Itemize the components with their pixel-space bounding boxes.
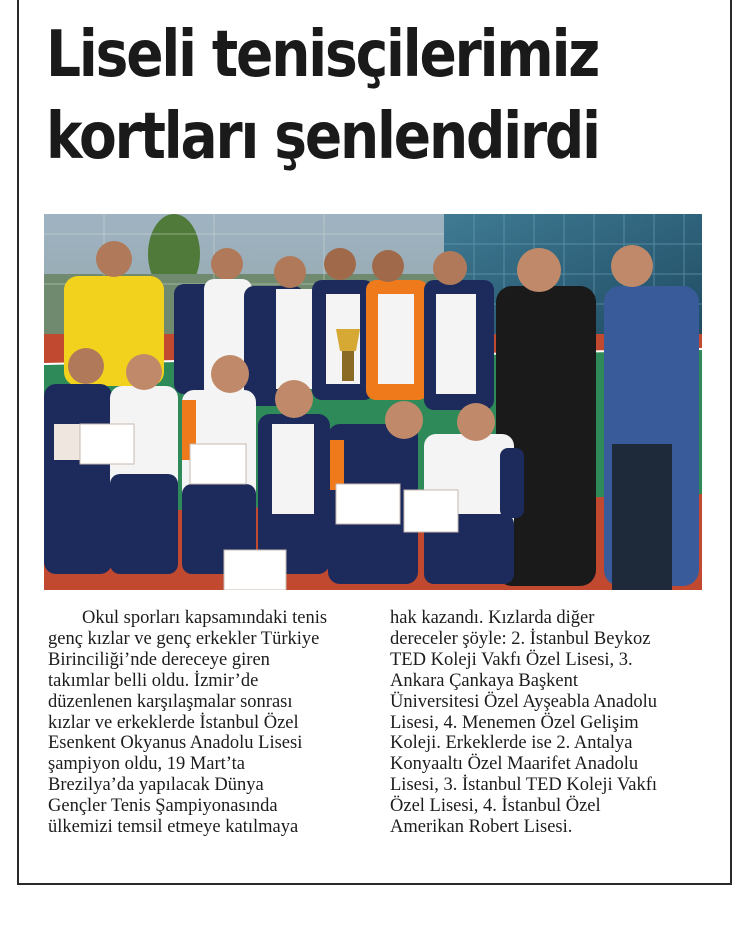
body-line: ülkemizi temsil etmeye katılmaya <box>48 817 299 838</box>
body-line: genç kızlar ve genç erkekler Türkiye <box>48 628 320 649</box>
body-line: Lisesi, 3. İstanbul TED Koleji Vakfı <box>390 775 658 796</box>
body-line: takımlar belli oldu. İzmir’de <box>48 670 259 691</box>
body-line: Ankara Çankaya Başkent <box>390 670 579 691</box>
headline-line-1: Liseli tenisçilerimiz <box>46 18 599 92</box>
body-line: Konyaaltı Özel Maarifet Anadolu <box>390 754 639 775</box>
article-headline <box>46 14 614 178</box>
body-line: düzenlenen karşılaşmalar sonrası <box>48 691 293 712</box>
article-body-left <box>48 608 368 838</box>
body-line: Esenkent Okyanus Anadolu Lisesi <box>48 733 303 754</box>
body-line: Amerikan Robert Lisesi. <box>390 817 573 838</box>
body-line: Özel Lisesi, 4. İstanbul Özel <box>390 796 601 817</box>
body-line: kızlar ve erkeklerde İstanbul Özel <box>48 712 299 733</box>
body-line: şampiyon oldu, 19 Mart’ta <box>48 754 245 775</box>
headline-line-2: kortları şenlendirdi <box>46 100 599 174</box>
body-line: Koleji. Erkeklerde ise 2. Antalya <box>390 733 633 754</box>
body-line: Üniversitesi Özel Ayşeabla Anadolu <box>390 691 658 712</box>
body-line: Okul sporları kapsamındaki tenis <box>82 608 328 628</box>
body-line: Gençler Tenis Şampiyonasında <box>48 796 278 817</box>
body-line: dereceler şöyle: 2. İstanbul Beykoz <box>390 628 651 649</box>
body-line: TED Koleji Vakfı Özel Lisesi, 3. <box>390 649 633 670</box>
team-photo <box>44 214 702 590</box>
body-line: Birinciliği’nde dereceye giren <box>48 649 270 670</box>
body-line: Lisesi, 4. Menemen Özel Gelişim <box>390 712 639 733</box>
article-body-right <box>390 608 715 838</box>
body-line: hak kazandı. Kızlarda diğer <box>390 608 595 628</box>
body-line: Brezilya’da yapılacak Dünya <box>48 775 264 796</box>
